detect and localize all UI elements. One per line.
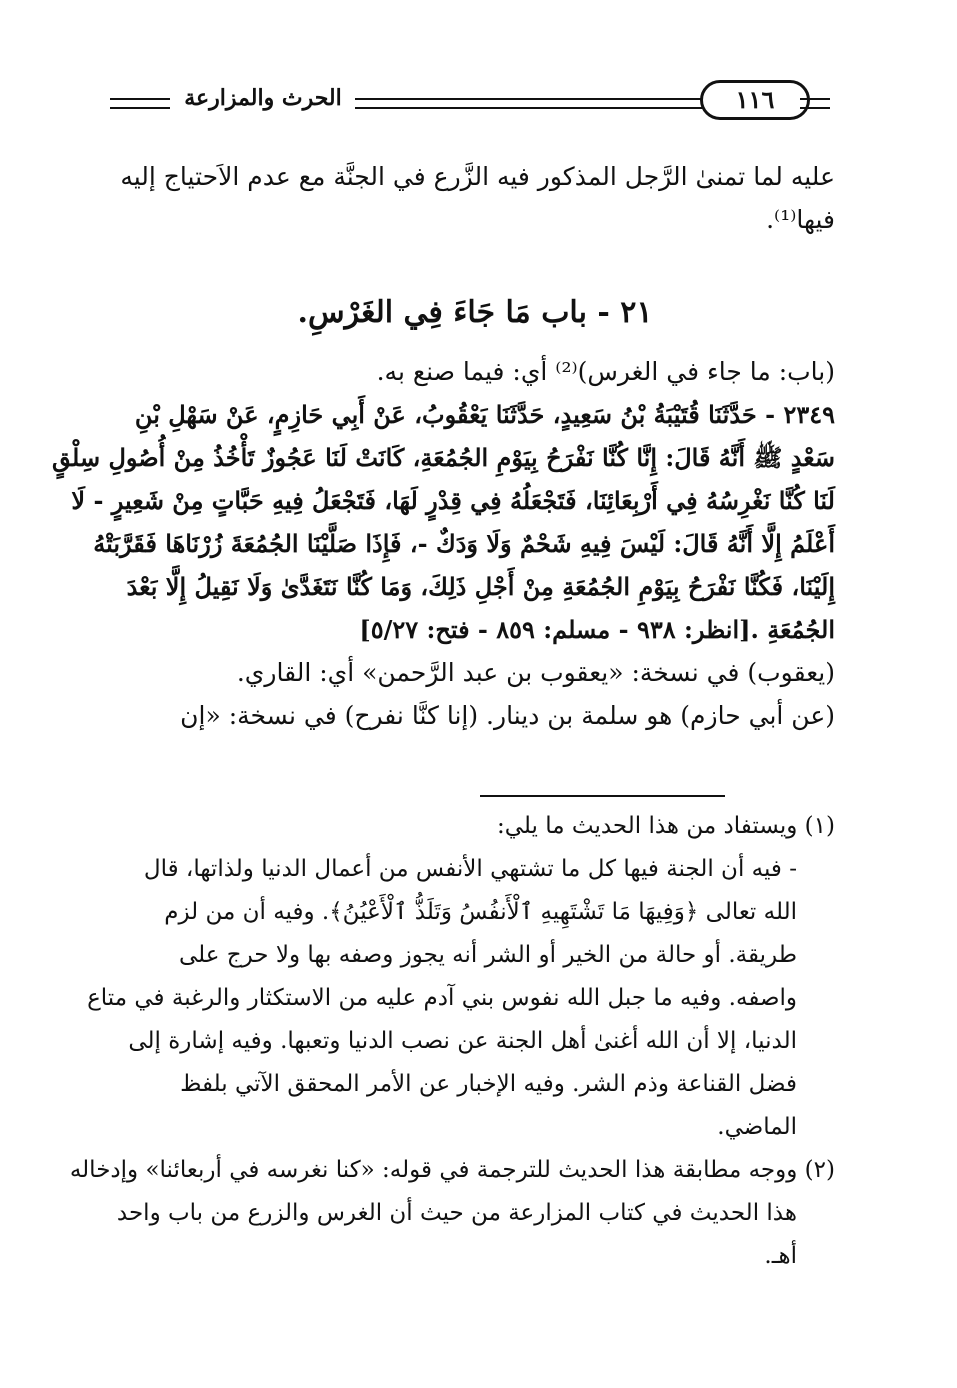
hadith-reference: الجُمُعَةِ .[انظر: ٩٣٨ - مسلم: ٨٥٩ - فتح: ٥/٢٧] <box>359 615 835 644</box>
explanation-line: (عن أبي حازم) هو سلمة بن دينار. (إنا كنَّا نفرح) في نسخة: «إن <box>180 701 835 730</box>
footnotes <box>69 805 835 1278</box>
footnote-line: - فيه أن الجنة فيها كل ما تشتهي الأنفس من أعمال الدنيا ولذاتها، قال <box>143 856 797 882</box>
footnote-line: هذا الحديث في كتاب المزارعة من حيث أن الغرس والزرع من باب واحد <box>116 1200 797 1226</box>
footnote-line: الله تعالى ﴿وَفِيهَا مَا تَشْتَهِيهِ ٱلْأَنفُسُ وَتَلَذُّ ٱلْأَعْيُنُ﴾. وفيه أن من لزم <box>164 899 797 925</box>
explanation-line: (يعقوب) في نسخة: «يعقوب بن عبد الرَّحمن» أي: القاري. <box>236 658 835 687</box>
footnote-line: فضل القناعة وذم الشر. وفيه الإخبار عن الأمر المحقق الآتي بلفظ <box>180 1071 797 1097</box>
hadith-text <box>52 393 835 651</box>
header-rule-left <box>110 98 170 109</box>
commentary-line: (باب: ما جاء في الغرس)⁽²⁾ أي: فيما صنع به. <box>376 357 835 386</box>
hadith-line: ٢٣٤٩ - حَدَّثَنَا قُتَيْبَةُ بْنُ سَعِيدٍ، حَدَّثَنَا يَعْقُوبُ، عَنْ أَبِي حَازِمٍ، عَنْ سَهْلِ بْنِ <box>134 400 835 429</box>
footnote-line: أهـ. <box>764 1243 797 1269</box>
hadith-line: لَنَا كُنَّا نَغْرِسُهُ فِي أَرْبِعَائِنَا، فَتَجْعَلُهُ فِي قِدْرٍ لَهَا، فَتَجْعَلُ فِيهِ حَبَّاتٍ مِنْ شَعِيرٍ - لَا <box>71 486 835 515</box>
hadith-line: إِلَيْنَا، فَكُنَّا نَفْرَحُ بِيَوْمِ الجُمُعَةِ مِنْ أَجْلِ ذَلِكَ، وَمَا كُنَّا نَتَغَدَّىٰ وَلَا نَقِيلُ إِلَّا بَعْدَ <box>126 572 835 601</box>
footnote-line: (١) ويستفاد من هذا الحديث ما يلي: <box>496 813 835 839</box>
footnote-line: (٢) ووجه مطابقة هذا الحديث للترجمة في قوله: «كنا نغرسه في أربعائنا» وإدخاله <box>69 1157 835 1183</box>
chapter-heading: ٢١ - باب مَا جَاءَ فِي الغَرْسِ. <box>297 295 653 330</box>
footnote-line: الماضي. <box>717 1114 797 1140</box>
page-header <box>110 80 830 124</box>
footnote-line: طريقة. أو حالة من الخير أو الشر أنه يجوز وصفه بها ولا حرج على <box>178 942 797 968</box>
footnote-separator <box>480 795 725 797</box>
chapter-content <box>52 350 835 737</box>
hadith-line: سَعْدٍ ﷺ أَنَّهُ قَالَ: إِنَّا كُنَّا نَفْرَحُ بِيَوْمِ الجُمُعَةِ، كَانَتْ لَنَا عَجُوزٌ تَأْخُذُ مِنْ أُصُولِ سِلْقٍ <box>52 443 835 472</box>
text-line: عليه لما تمنىٰ الرَّجل المذكور فيه الزَّرع في الجنَّة مع عدم الاَحتياج إليه <box>120 162 835 191</box>
intro-paragraph <box>115 155 835 241</box>
text-line: فيها⁽¹⁾. <box>766 205 835 234</box>
footnote-line: واصفه. وفيه ما جبل الله نفوس بني آدم عليه من الاستكثار والرغبة في متاع <box>87 985 797 1011</box>
hadith-line: أَعْلَمُ إِلَّا أَنَّهُ قَالَ: لَيْسَ فِيهِ شَحْمٌ وَلَا وَدَكٌ -، فَإِذَا صَلَّيْنَا الجُمُعَةَ زُرْنَاهَا فَقَرَّبَتْهُ <box>93 529 835 558</box>
page-number: ١١٦ <box>700 80 810 120</box>
running-title: الحرث والمزارعة <box>184 85 342 111</box>
header-rule-right <box>800 98 830 109</box>
footnote-line: الدنيا، إلا أن الله أغنىٰ أهل الجنة عن نصب الدنيا وتعبها. وفيه إشارة إلى <box>128 1028 797 1054</box>
